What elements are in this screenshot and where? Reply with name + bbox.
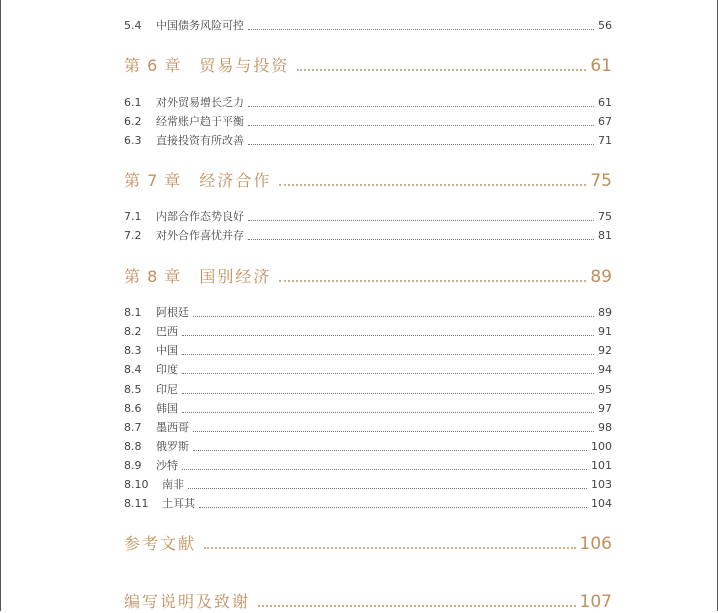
toc-entry-8-7[interactable] <box>124 421 612 435</box>
page-number: 104 <box>591 497 612 510</box>
toc-entry-8-9[interactable] <box>124 459 612 473</box>
page-number: 101 <box>591 459 612 472</box>
page-number: 56 <box>598 19 612 32</box>
chapter-title: 国别经济 <box>199 267 272 286</box>
toc-entry-8-8[interactable] <box>124 440 612 454</box>
page-number: 75 <box>590 171 612 191</box>
toc-entry-5-4[interactable] <box>124 19 612 33</box>
chapter-title: 贸易与投资 <box>199 56 290 75</box>
toc-acknowledgements[interactable] <box>124 591 612 613</box>
section-number: 5.4 <box>124 19 142 32</box>
toc-entry-8-3[interactable] <box>124 344 612 358</box>
dot-leader <box>248 239 594 240</box>
dot-leader <box>182 412 594 413</box>
section-title: 内部合作态势良好 <box>156 210 244 223</box>
dot-leader <box>248 144 594 145</box>
chapter-number: 第 7 章 <box>124 171 182 190</box>
section-number: 6.3 <box>124 134 142 147</box>
page-number: 107 <box>579 592 612 612</box>
dot-leader <box>182 373 594 374</box>
page-left-border <box>0 0 1 611</box>
dot-leader <box>182 469 587 470</box>
dot-leader <box>279 280 586 282</box>
section-title: 墨西哥 <box>156 421 189 434</box>
dot-leader <box>248 29 594 30</box>
chapter-title: 编写说明及致谢 <box>124 592 251 611</box>
section-title: 对外合作喜忧并存 <box>156 229 244 242</box>
toc-entry-8-11[interactable] <box>124 497 612 511</box>
section-number: 8.5 <box>124 383 142 396</box>
dot-leader <box>182 354 594 355</box>
page-number: 106 <box>579 534 612 554</box>
section-number: 8.10 <box>124 478 149 491</box>
page-number: 94 <box>598 363 612 376</box>
dot-leader <box>279 184 586 186</box>
toc-entry-8-2[interactable] <box>124 325 612 339</box>
section-number: 6.1 <box>124 96 142 109</box>
dot-leader <box>248 125 594 126</box>
page-number: 98 <box>598 421 612 434</box>
section-number: 8.4 <box>124 363 142 376</box>
section-number: 8.1 <box>124 306 142 319</box>
page-number: 92 <box>598 344 612 357</box>
dot-leader <box>248 220 594 221</box>
section-number: 8.9 <box>124 459 142 472</box>
page-number: 75 <box>598 210 612 223</box>
page-number: 89 <box>598 306 612 319</box>
page-number: 61 <box>598 96 612 109</box>
dot-leader <box>199 507 587 508</box>
section-title: 阿根廷 <box>156 306 189 319</box>
dot-leader <box>182 335 594 336</box>
dot-leader <box>258 605 576 607</box>
toc-entry-7-2[interactable] <box>124 229 612 243</box>
section-title: 俄罗斯 <box>156 440 189 453</box>
dot-leader <box>297 69 586 71</box>
page-number: 71 <box>598 134 612 147</box>
toc-chapter-8[interactable] <box>124 266 612 288</box>
dot-leader <box>204 547 576 549</box>
toc-references[interactable] <box>124 533 612 555</box>
section-number: 8.7 <box>124 421 142 434</box>
toc-entry-7-1[interactable] <box>124 210 612 224</box>
section-title: 土耳其 <box>162 497 195 510</box>
section-number: 7.2 <box>124 229 142 242</box>
chapter-number: 第 6 章 <box>124 56 182 75</box>
page-number: 81 <box>598 229 612 242</box>
page-number: 103 <box>591 478 612 491</box>
section-title: 中国 <box>156 344 178 357</box>
chapter-number: 第 8 章 <box>124 267 182 286</box>
section-number: 8.8 <box>124 440 142 453</box>
section-title: 巴西 <box>156 325 178 338</box>
toc-entry-8-6[interactable] <box>124 402 612 416</box>
section-title: 印尼 <box>156 383 178 396</box>
section-number: 8.6 <box>124 402 142 415</box>
section-title: 中国债务风险可控 <box>156 19 244 32</box>
dot-leader <box>188 488 587 489</box>
section-number: 6.2 <box>124 115 142 128</box>
section-number: 8.11 <box>124 497 149 510</box>
page-number: 91 <box>598 325 612 338</box>
toc-entry-6-1[interactable] <box>124 96 612 110</box>
toc-entry-6-3[interactable] <box>124 134 612 148</box>
section-number: 8.2 <box>124 325 142 338</box>
dot-leader <box>193 450 587 451</box>
section-number: 7.1 <box>124 210 142 223</box>
toc-entry-8-10[interactable] <box>124 478 612 492</box>
toc-chapter-7[interactable] <box>124 170 612 192</box>
dot-leader <box>193 316 594 317</box>
toc-entry-8-5[interactable] <box>124 383 612 397</box>
section-number: 8.3 <box>124 344 142 357</box>
chapter-title: 参考文献 <box>124 534 197 553</box>
section-title: 印度 <box>156 363 178 376</box>
toc-entry-8-4[interactable] <box>124 363 612 377</box>
section-title: 对外贸易增长乏力 <box>156 96 244 109</box>
toc-chapter-6[interactable] <box>124 55 612 77</box>
section-title: 直接投资有所改善 <box>156 134 244 147</box>
dot-leader <box>182 393 594 394</box>
page-number: 95 <box>598 383 612 396</box>
section-title: 沙特 <box>156 459 178 472</box>
dot-leader <box>248 106 594 107</box>
chapter-title: 经济合作 <box>199 171 272 190</box>
toc-entry-8-1[interactable] <box>124 306 612 320</box>
section-title: 韩国 <box>156 402 178 415</box>
page-number: 89 <box>590 267 612 287</box>
page-number: 100 <box>591 440 612 453</box>
section-title: 经常账户趋于平衡 <box>156 115 244 128</box>
dot-leader <box>193 431 594 432</box>
page-number: 97 <box>598 402 612 415</box>
section-title: 南非 <box>162 478 184 491</box>
toc-entry-6-2[interactable] <box>124 115 612 129</box>
page-number: 61 <box>590 56 612 76</box>
page-number: 67 <box>598 115 612 128</box>
